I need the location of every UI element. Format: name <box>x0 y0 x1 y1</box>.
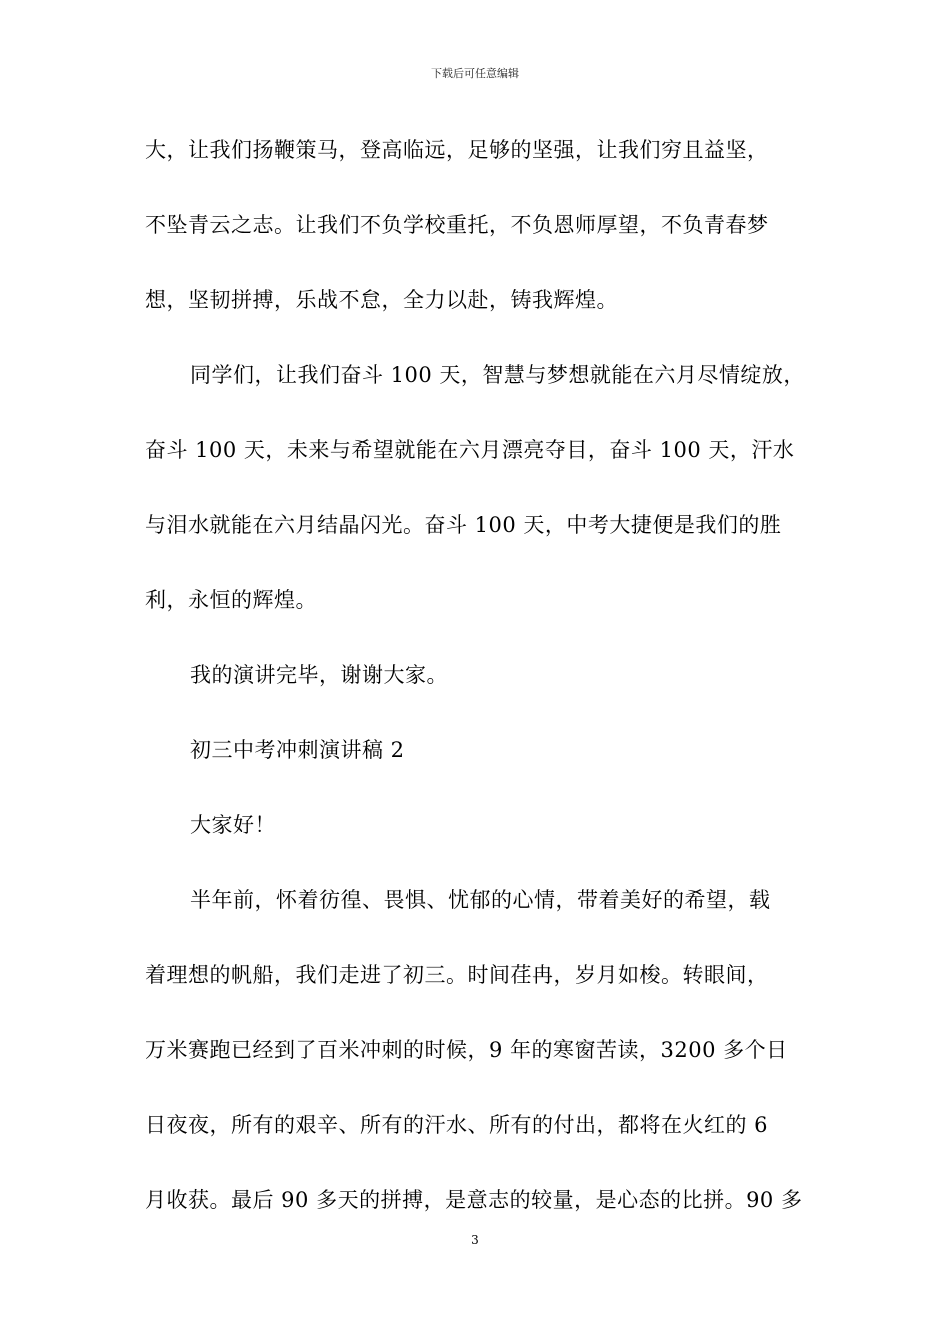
text-line: 日夜夜，所有的艰辛、所有的汗水、所有的付出，都将在火红的 6 <box>145 1113 769 1137</box>
text-line: 万米赛跑已经到了百米冲刺的时候，9 年的寒窗苦读，3200 多个日 <box>145 1038 788 1062</box>
section-heading: 初三中考冲刺演讲稿 2 <box>190 738 405 762</box>
text-line: 不坠青云之志。让我们不负学校重托，不负恩师厚望，不负青春梦 <box>145 213 769 237</box>
text-line: 大，让我们扬鞭策马，登高临远，足够的坚强，让我们穷且益坚， <box>145 138 769 162</box>
text-line: 想，坚韧拼搏，乐战不怠，全力以赴，铸我辉煌。 <box>145 288 618 312</box>
page-number: 3 <box>471 1233 479 1247</box>
text-line: 利，永恒的辉煌。 <box>145 588 317 612</box>
page-header-note: 下载后可任意编辑 <box>431 67 519 80</box>
text-line: 奋斗 100 天，未来与希望就能在六月漂亮夺目，奋斗 100 天，汗水 <box>145 438 795 462</box>
text-line: 月收获。最后 90 多天的拼搏，是意志的较量，是心态的比拼。90 多 <box>145 1188 803 1212</box>
greeting-line: 大家好！ <box>190 813 276 837</box>
text-line: 与泪水就能在六月结晶闪光。奋斗 100 天，中考大捷便是我们的胜 <box>145 513 782 537</box>
text-line: 半年前，怀着彷徨、畏惧、忧郁的心情，带着美好的希望，载 <box>190 888 771 912</box>
text-line: 同学们，让我们奋斗 100 天，智慧与梦想就能在六月尽情绽放， <box>190 363 805 387</box>
text-line: 我的演讲完毕，谢谢大家。 <box>190 663 448 687</box>
text-line: 着理想的帆船，我们走进了初三。时间荏冉，岁月如梭。转眼间， <box>145 963 769 987</box>
